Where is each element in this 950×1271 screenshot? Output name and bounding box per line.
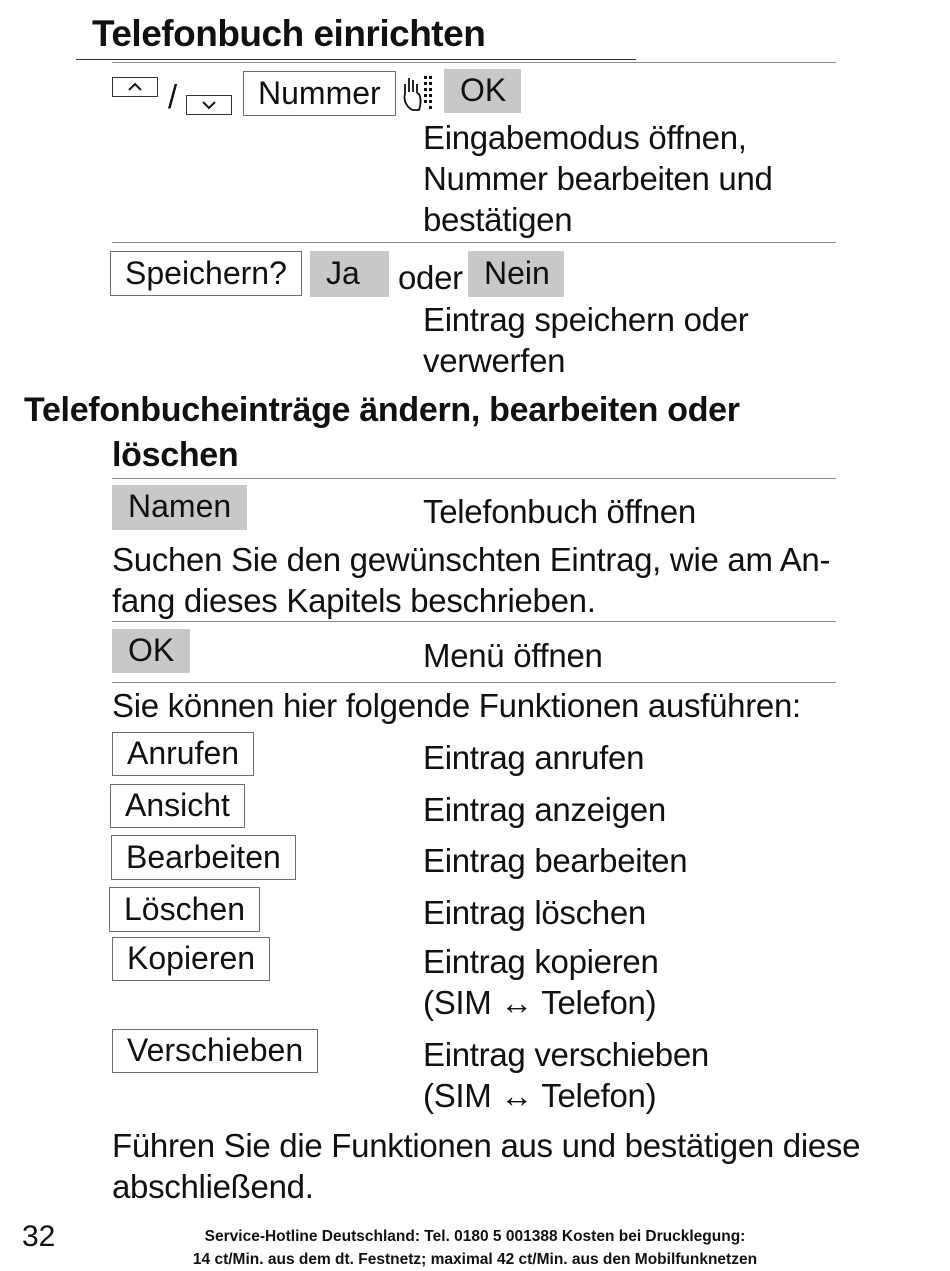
closing-text-line2: abschließend. xyxy=(112,1168,314,1205)
divider xyxy=(112,62,836,63)
move-desc-line2: (SIM ↔ Telefon) xyxy=(423,1077,657,1114)
divider xyxy=(112,242,836,243)
save-prompt: Speichern? xyxy=(110,251,302,296)
copy-button[interactable]: Kopieren xyxy=(112,937,270,981)
edit-button[interactable]: Bearbeiten xyxy=(111,835,296,880)
title-underline xyxy=(76,59,636,60)
row1-desc-line1: Eingabemodus öffnen, xyxy=(423,119,747,156)
keypad-hand-icon xyxy=(399,72,437,114)
delete-button[interactable]: Löschen xyxy=(109,887,260,932)
section2-title-line2: löschen xyxy=(112,436,239,474)
copy-desc-line2: (SIM ↔ Telefon) xyxy=(423,984,657,1021)
footer-line1: Service-Hotline Deutschland: Tel. 0180 5 001388 Kosten bei Drucklegung: xyxy=(204,1228,746,1245)
divider xyxy=(112,682,836,683)
call-desc: Eintrag anrufen xyxy=(423,739,645,776)
call-button[interactable]: Anrufen xyxy=(112,732,254,776)
yes-button[interactable]: Ja xyxy=(310,251,389,297)
divider xyxy=(112,478,836,479)
section-title: Telefonbuch einrichten xyxy=(92,13,486,54)
view-desc: Eintrag anzeigen xyxy=(423,791,666,828)
no-button[interactable]: Nein xyxy=(468,251,564,297)
row2-desc-line1: Eintrag speichern oder xyxy=(423,301,749,338)
view-button[interactable]: Ansicht xyxy=(110,784,245,828)
edit-desc: Eintrag bearbeiten xyxy=(423,842,688,879)
or-text: oder xyxy=(398,259,463,296)
slash-separator: / xyxy=(168,78,177,115)
search-text-line1: Suchen Sie den gewünschten Eintrag, wie am An- xyxy=(112,541,831,578)
down-arrow-key-icon[interactable] xyxy=(186,95,232,115)
ok-menu-desc: Menü öffnen xyxy=(423,637,603,674)
move-desc-line1: Eintrag verschieben xyxy=(423,1036,709,1073)
ok-button[interactable]: OK xyxy=(444,69,521,113)
footer-line2: 14 ct/Min. aus dem dt. Festnetz; maximal 42 ct/Min. aus den Mobilfunknetzen xyxy=(192,1251,758,1268)
copy-desc-line1: Eintrag kopieren xyxy=(423,943,659,980)
number-button[interactable]: Nummer xyxy=(243,71,396,116)
search-text-line2: fang dieses Kapitels beschrieben. xyxy=(112,582,596,619)
row2-desc-line2: verwerfen xyxy=(423,342,566,379)
row1-desc-line2: Nummer bearbeiten und xyxy=(423,160,773,197)
row1-desc-line3: bestätigen xyxy=(423,201,573,238)
divider xyxy=(112,621,836,622)
names-desc: Telefonbuch öffnen xyxy=(423,493,696,530)
functions-intro: Sie können hier folgende Funktionen ausführen: xyxy=(112,687,801,724)
move-button[interactable]: Verschieben xyxy=(112,1029,318,1073)
delete-desc: Eintrag löschen xyxy=(423,894,646,931)
closing-text-line1: Führen Sie die Funktionen aus und bestätigen diese xyxy=(112,1127,861,1164)
names-button[interactable]: Namen xyxy=(112,485,247,530)
up-arrow-key-icon[interactable] xyxy=(112,77,158,97)
ok-menu-button[interactable]: OK xyxy=(112,629,190,673)
page-number: 32 xyxy=(22,1220,56,1253)
section2-title-line1: Telefonbucheinträge ändern, bearbeiten oder xyxy=(24,391,740,429)
